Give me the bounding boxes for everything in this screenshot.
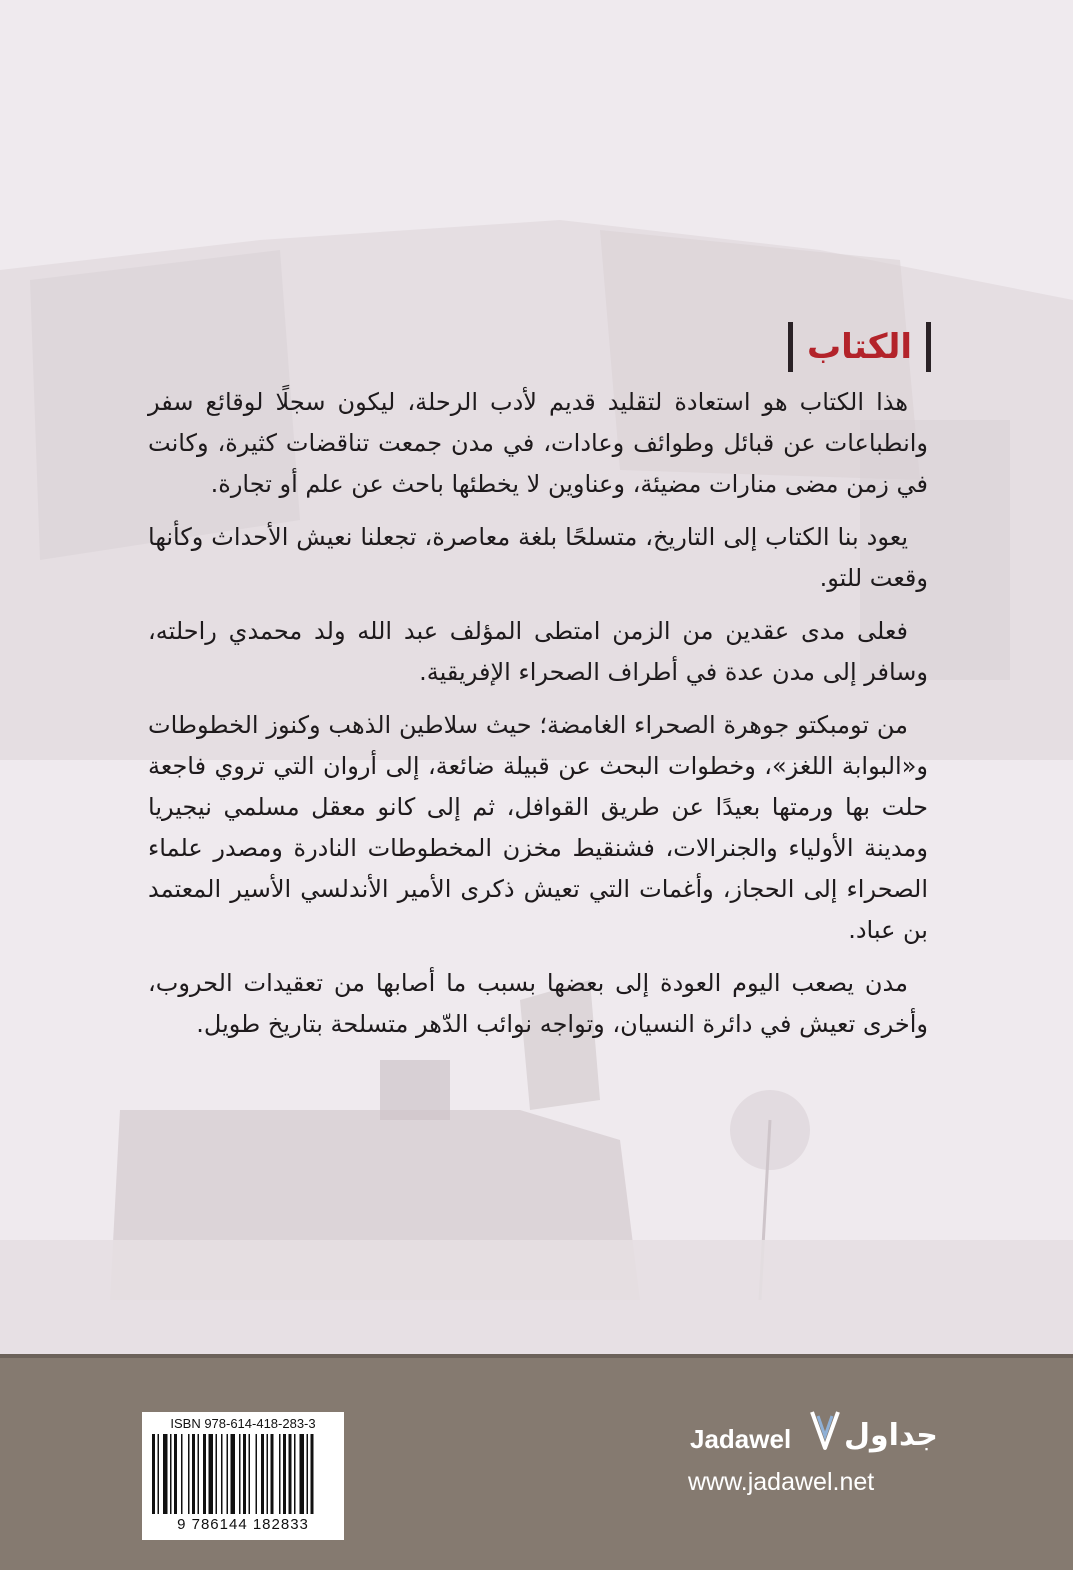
barcode-panel [142, 1412, 344, 1540]
publisher-name-latin: Jadawel [690, 1424, 792, 1454]
book-description [148, 382, 928, 1057]
heading-bar-left [788, 322, 793, 372]
isbn-label: ISBN 978-614-418-283-3 [170, 1416, 316, 1431]
publisher-website: www.jadawel.net [688, 1468, 875, 1496]
description-paragraph: هذا الكتاب هو استعادة لتقليد قديم لأدب الرحلة، ليكون سجلًا لوقائع سفر وانطباعات عن قبائل وطوائف وعادات، في مدن جمعت تناقضات كثيرة، وكانت في زمن مضى منارات مضيئة، وعناوين لا يخطئها باحث عن علم أو تجارة. [148, 388, 928, 498]
description-paragraph: فعلى مدى عقدين من الزمن امتطى المؤلف عبد الله ولد محمدي راحلته، وسافر إلى مدن عدة في أطراف الصحراء الإفريقية. [148, 617, 928, 686]
heading-bar-right [926, 322, 931, 372]
description-paragraph: مدن يصعب اليوم العودة إلى بعضها بسبب ما أصابها من تعقيدات الحروب، وأخرى تعيش في دائرة النسيان، وتواجه نوائب الدّهر متسلحة بتاريخ طويل. [148, 969, 928, 1038]
publisher-logo-icon [808, 1408, 842, 1454]
publisher-name-arabic: جداول [844, 1418, 938, 1453]
description-paragraph: من تومبكتو جوهرة الصحراء الغامضة؛ حيث سلاطين الذهب وكنوز الخطوطات و«البوابة اللغز»، وخطوات البحث عن قبيلة ضائعة، إلى أروان التي تروي فاجعة حلت بها ورمتها بعيدًا عن طريق القوافل، ثم إلى كانو معقل مسلمي نيجيريا ومدينة الأولياء والجنرالات، فشنقيط مخزن المخطوطات النادرة ومصدر علماء الصحراء إلى الحجاز، وأغمات التي تعيش ذكرى الأمير الأندلسي الأسير المعتمد بن عباد. [148, 711, 928, 944]
publisher-block [686, 1400, 936, 1530]
section-heading [788, 318, 931, 376]
description-paragraph: يعود بنا الكتاب إلى التاريخ، متسلحًا بلغة معاصرة، تجعلنا نعيش الأحداث وكأنها وقعت للتو. [148, 523, 928, 592]
barcode-image [150, 1434, 336, 1516]
heading-text: الكتاب [806, 327, 912, 367]
isbn-digits: 9 786144 182833 [177, 1516, 309, 1533]
